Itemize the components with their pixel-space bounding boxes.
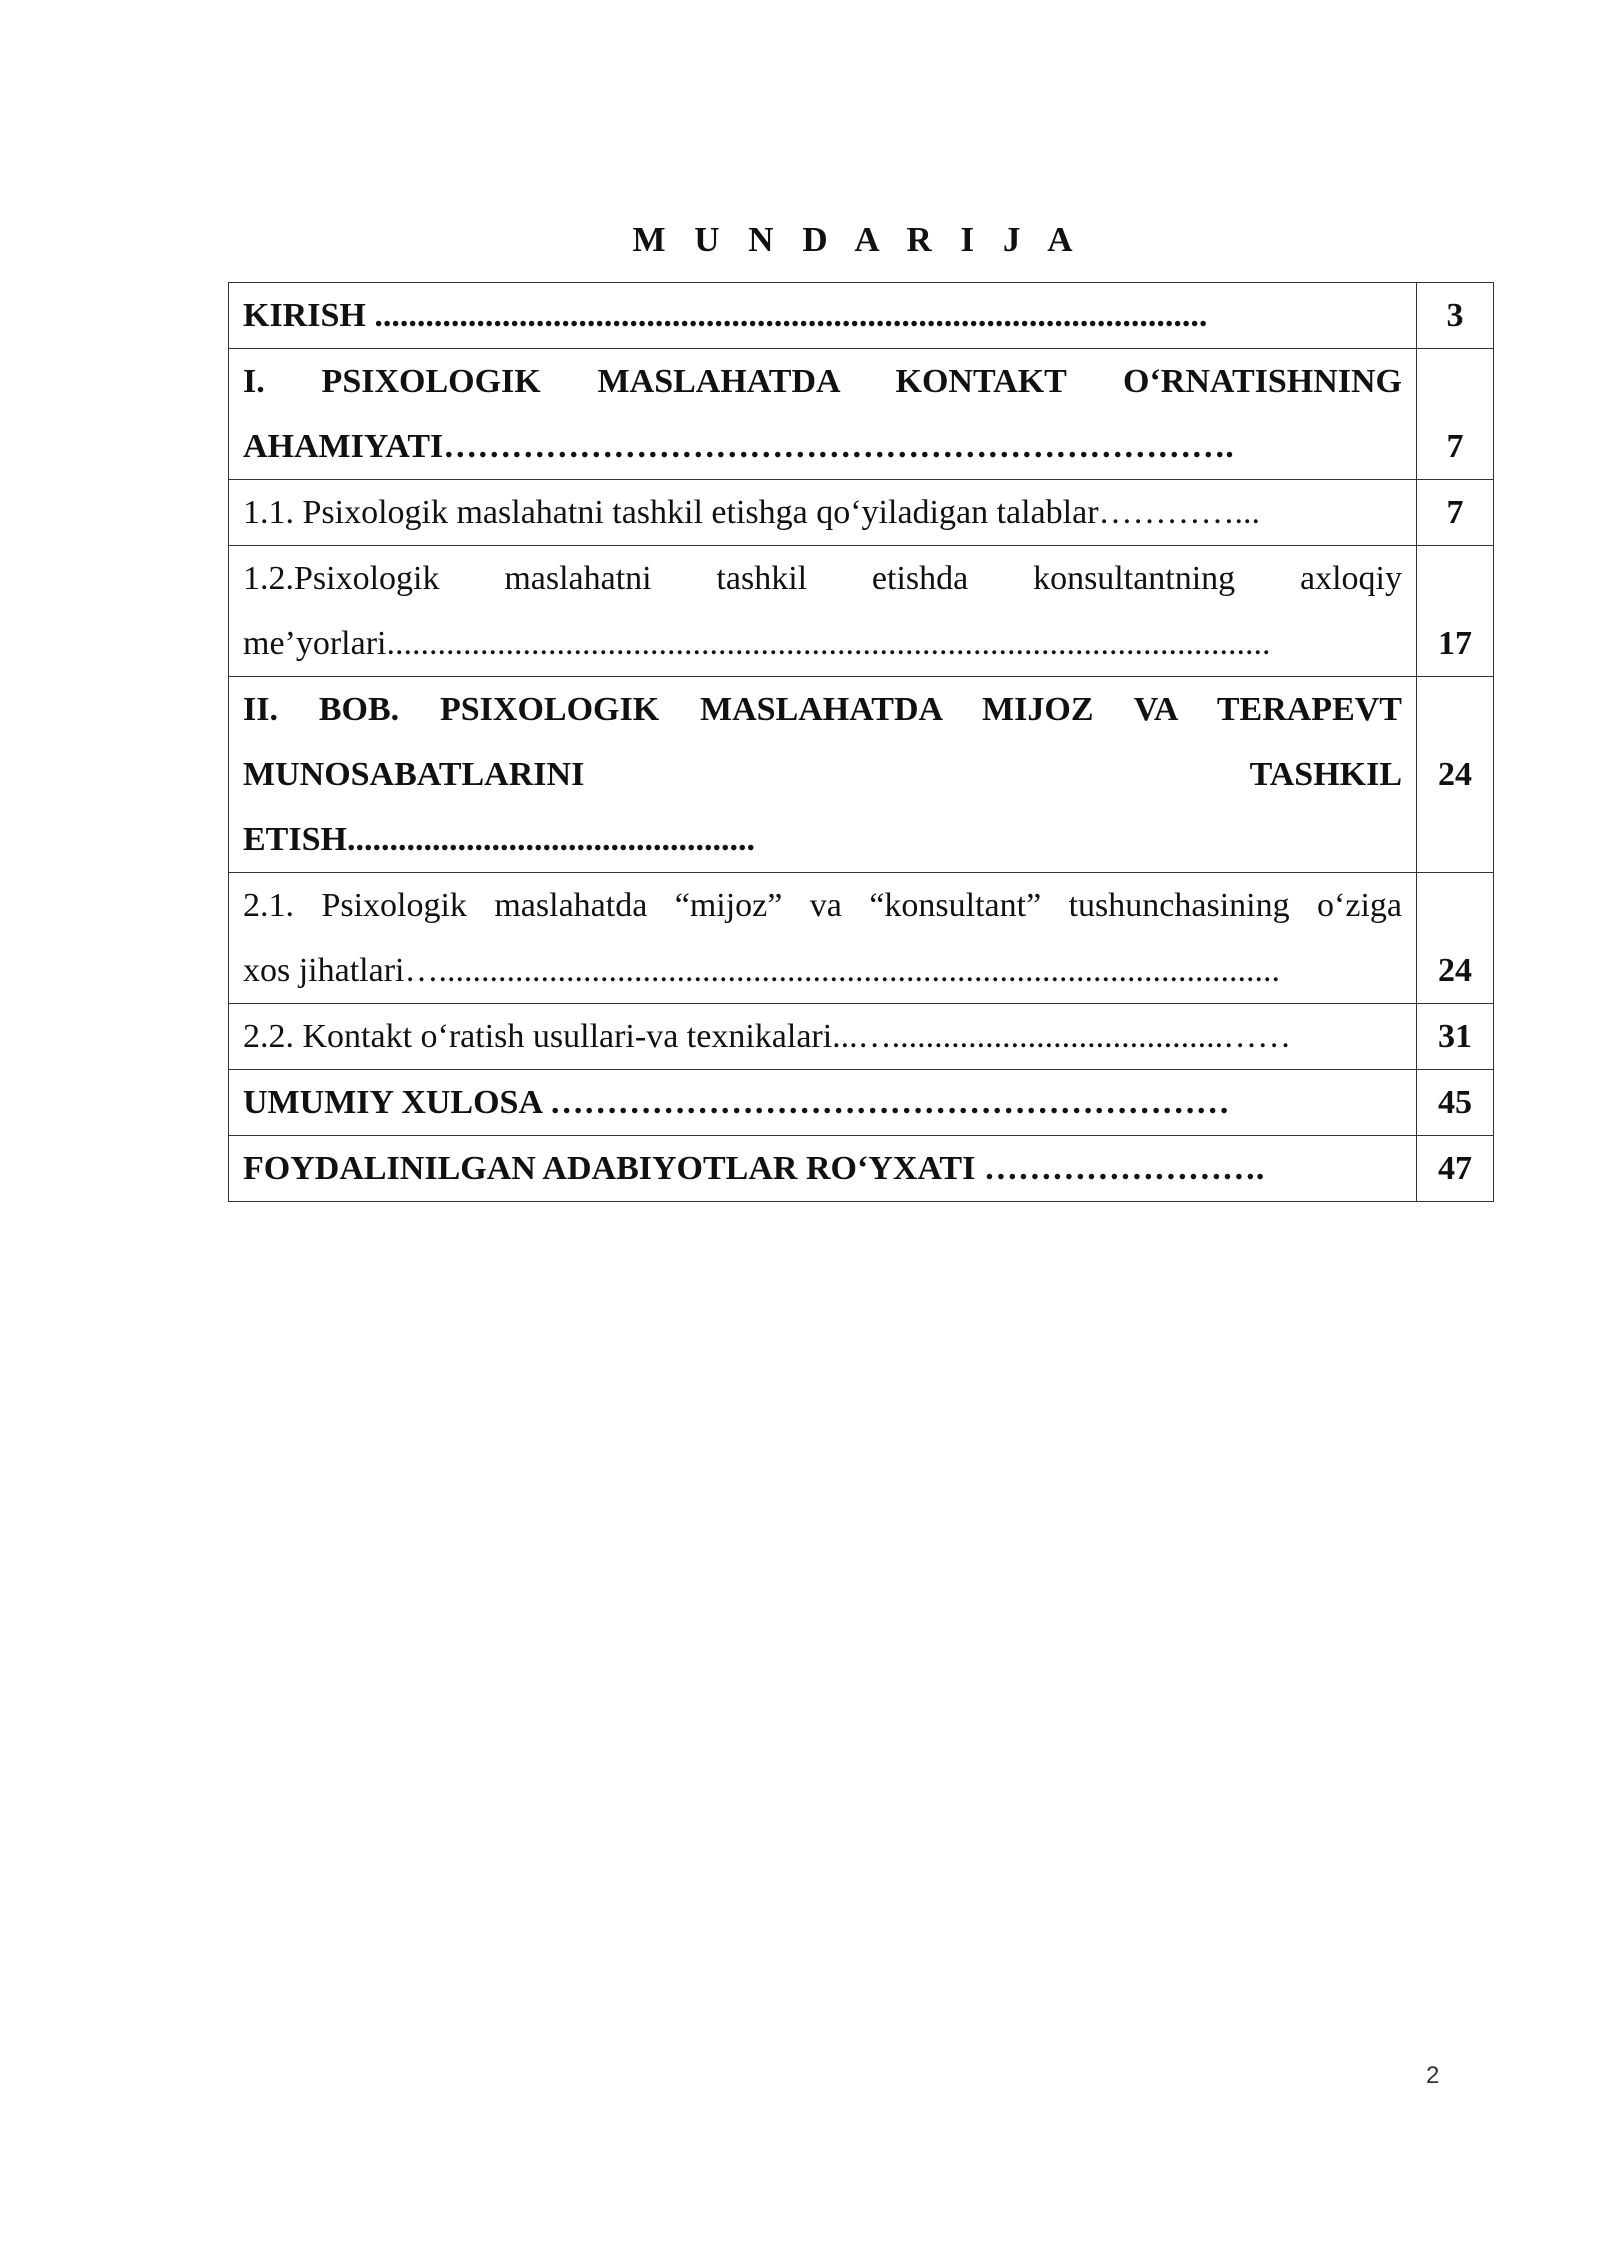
toc-entry-line: II. BOB. PSIXOLOGIK MASLAHATDA MIJOZ VA TERAPEVT <box>243 691 1402 728</box>
toc-row-chapter-1 <box>229 349 1494 480</box>
page-number: 2 <box>1426 2062 1440 2089</box>
toc-page-number: 7 <box>1417 480 1494 546</box>
toc-entry-line: 1.2.Psixologik maslahatni tashkil etishda konsultantning axloqiy <box>243 560 1402 597</box>
toc-entry-line: 2.2. Kontakt o‘ratish usullari-va texnikalari...….......................................…… <box>243 1018 1292 1055</box>
toc-entry-line: 1.1. Psixologik maslahatni tashkil etishga qo‘yiladigan talablar…………... <box>243 494 1261 531</box>
toc-entry-line: AHAMIYATI……………………………………………………………. <box>243 428 1234 465</box>
toc-page-number: 47 <box>1417 1136 1494 1202</box>
toc-entry-line: ETISH................................................ <box>243 821 755 858</box>
document-title: M U N D A R I J A <box>632 220 1083 259</box>
toc-page-number: 7 <box>1417 349 1494 480</box>
toc-page-number: 3 <box>1417 283 1494 349</box>
toc-entry[interactable] <box>229 283 1417 349</box>
toc-row-chapter-2 <box>229 677 1494 873</box>
toc-row-references <box>229 1136 1494 1202</box>
toc-row-conclusion <box>229 1070 1494 1136</box>
toc-page-number: 45 <box>1417 1070 1494 1136</box>
toc-row-kirish <box>229 283 1494 349</box>
toc-row-section-1-2 <box>229 546 1494 677</box>
toc-entry[interactable] <box>229 1136 1417 1202</box>
toc-entry-line: KIRISH .................................................................................................. <box>243 297 1208 334</box>
toc-entry[interactable] <box>229 349 1417 480</box>
toc-row-section-2-1 <box>229 873 1494 1004</box>
toc-entry-line: MUNOSABATLARINI TASHKIL <box>243 756 1402 793</box>
toc-page-number: 24 <box>1417 873 1494 1004</box>
toc-entry[interactable] <box>229 546 1417 677</box>
toc-entry-line: 2.1. Psixologik maslahatda “mijoz” va “konsultant” tushunchasining o‘ziga <box>243 887 1402 924</box>
toc-entry-line: I. PSIXOLOGIK MASLAHATDA KONTAKT O‘RNATISHNING <box>243 363 1402 400</box>
toc-page-number: 17 <box>1417 546 1494 677</box>
table-of-contents <box>228 282 1494 1202</box>
toc-entry[interactable] <box>229 480 1417 546</box>
toc-page-number: 31 <box>1417 1004 1494 1070</box>
toc-entry-line: UMUMIY XULOSA …………………………………………………… <box>243 1084 1230 1121</box>
toc-page-number: 24 <box>1417 677 1494 873</box>
toc-row-section-2-2 <box>229 1004 1494 1070</box>
toc-entry[interactable] <box>229 677 1417 873</box>
toc-entry[interactable] <box>229 1004 1417 1070</box>
toc-entry-line: xos jihatlari…................................................................................................... <box>243 952 1280 989</box>
toc-row-section-1-1 <box>229 480 1494 546</box>
toc-entry-line: FOYDALINILGAN ADABIYOTLAR RO‘YXATI ……………………. <box>243 1150 1265 1187</box>
toc-entry-line: me’yorlari........................................................................................................ <box>243 625 1271 662</box>
toc-entry[interactable] <box>229 1070 1417 1136</box>
toc-entry[interactable] <box>229 873 1417 1004</box>
